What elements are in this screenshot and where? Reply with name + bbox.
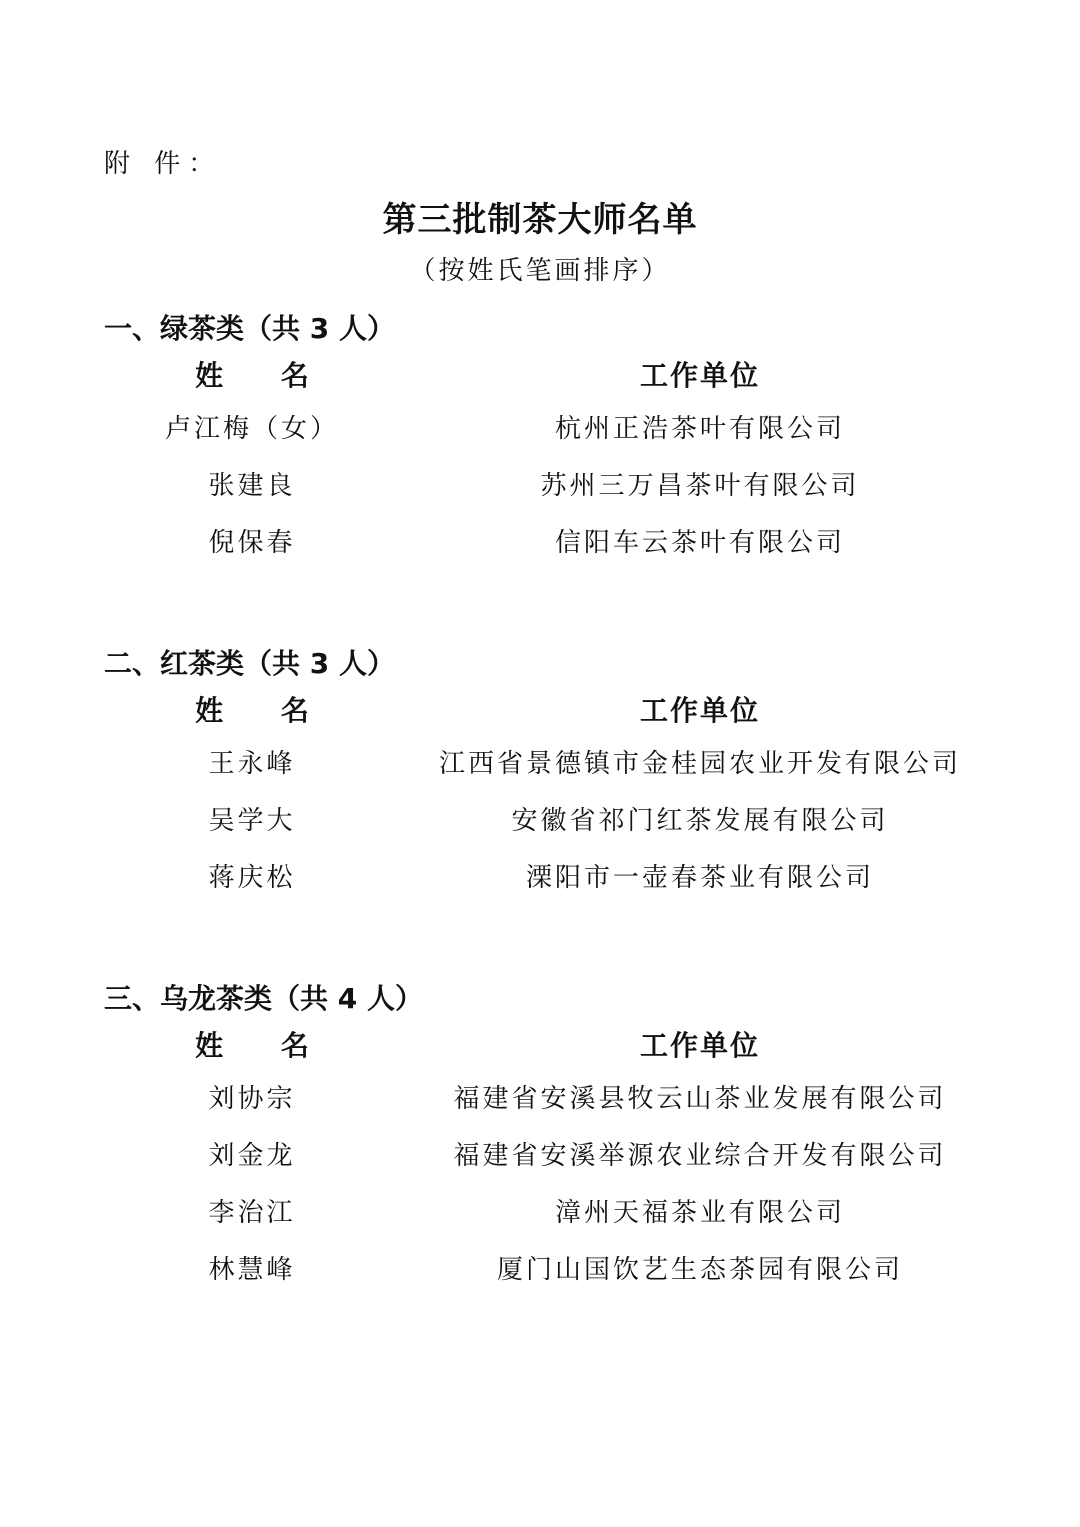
list-item bbox=[0, 1252, 1080, 1309]
column-header-name: 姓 名 bbox=[195, 359, 333, 392]
list-item bbox=[0, 1195, 1080, 1252]
master-name: 李治江 bbox=[208, 1198, 296, 1228]
list-item bbox=[0, 525, 1080, 582]
master-name: 蒋庆松 bbox=[208, 863, 296, 893]
master-name: 刘金龙 bbox=[208, 1141, 296, 1171]
column-header-unit: 工作单位 bbox=[639, 1029, 760, 1062]
master-name: 倪保春 bbox=[208, 528, 296, 558]
list-item bbox=[0, 746, 1080, 803]
list-item bbox=[0, 860, 1080, 917]
section-heading: 三、乌龙茶类（共 4 人） bbox=[104, 982, 423, 1015]
document-title: 第三批制茶大师名单 bbox=[382, 200, 698, 240]
master-name: 张建良 bbox=[208, 471, 296, 501]
work-unit: 福建省安溪举源农业综合开发有限公司 bbox=[453, 1141, 947, 1171]
master-name: 刘协宗 bbox=[208, 1084, 296, 1114]
master-list bbox=[0, 411, 1080, 582]
column-header-unit: 工作单位 bbox=[639, 359, 760, 392]
work-unit: 厦门山国饮艺生态茶园有限公司 bbox=[496, 1255, 903, 1285]
list-item bbox=[0, 1081, 1080, 1138]
work-unit: 安徽省祁门红茶发展有限公司 bbox=[511, 806, 889, 836]
work-unit: 福建省安溪县牧云山茶业发展有限公司 bbox=[453, 1084, 947, 1114]
work-unit: 溧阳市一壶春茶业有限公司 bbox=[525, 863, 874, 893]
master-name: 林慧峰 bbox=[208, 1255, 296, 1285]
list-item bbox=[0, 468, 1080, 525]
master-list bbox=[0, 746, 1080, 917]
section-heading: 一、绿茶类（共 3 人） bbox=[104, 312, 395, 345]
master-name: 王永峰 bbox=[208, 749, 296, 779]
column-header-unit: 工作单位 bbox=[639, 694, 760, 727]
section-heading: 二、红茶类（共 3 人） bbox=[104, 647, 395, 680]
master-name: 卢江梅（女） bbox=[164, 414, 339, 444]
attachment-label: 附 件： bbox=[104, 149, 223, 179]
list-item bbox=[0, 1138, 1080, 1195]
work-unit: 杭州正浩茶叶有限公司 bbox=[554, 414, 845, 444]
list-item bbox=[0, 411, 1080, 468]
list-item bbox=[0, 803, 1080, 860]
document-subtitle: （按姓氏笔画排序） bbox=[409, 256, 671, 286]
master-name: 吴学大 bbox=[208, 806, 296, 836]
work-unit: 漳州天福茶业有限公司 bbox=[554, 1198, 845, 1228]
master-list bbox=[0, 1081, 1080, 1309]
work-unit: 苏州三万昌茶叶有限公司 bbox=[540, 471, 860, 501]
column-header-name: 姓 名 bbox=[195, 1029, 333, 1062]
column-header-name: 姓 名 bbox=[195, 694, 333, 727]
work-unit: 江西省景德镇市金桂园农业开发有限公司 bbox=[438, 749, 961, 779]
work-unit: 信阳车云茶叶有限公司 bbox=[554, 528, 845, 558]
